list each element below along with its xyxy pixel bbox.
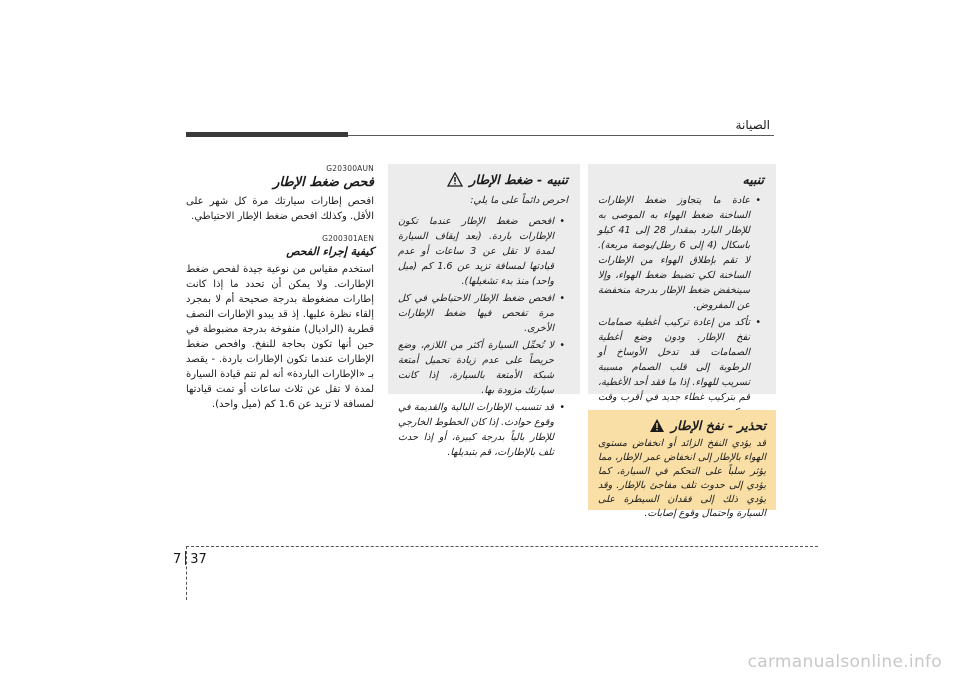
caution-tire-pressure-box bbox=[388, 164, 580, 458]
caution-tire-pressure-title bbox=[398, 172, 568, 187]
list-item: • عادة ما يتجاوز ضغط الإطارات الساخنة ضغط الهواء به الموصى به للإطار البارد بمقدار 28 إلى 41 كيلو باسكال (4 إلى 6 رطل/بوصة مربعة). لا تقم بإطلاق الهواء من الإطارات الساخنة لكي تضبط ضغط الهواء، وإلا سينخفض ضغط الإطار بدرجة منخفضة عن المفروض. bbox=[598, 193, 750, 313]
subsection-title: كيفية إجراء الفحص bbox=[286, 245, 374, 258]
header-title: الصيانة bbox=[735, 118, 770, 132]
warning-title-text: تحذير - نفخ الإطار bbox=[671, 418, 766, 433]
footer-divider bbox=[186, 546, 818, 547]
page-number-separator bbox=[185, 551, 186, 565]
main-column bbox=[186, 164, 374, 422]
caution-list bbox=[598, 193, 764, 420]
warning-tire-inflation-box bbox=[588, 410, 776, 519]
watermark: carmanualsonline.info bbox=[747, 652, 942, 672]
list-item: • تأكد من إعادة تركيب أغطية صمامات نفخ الإطار. ودون وضع أغطية الصمامات قد تدخل الأوساخ أو الرطوبة إلى قلب الصمام مسببة تسريب للهواء. إذا ما فقد أحد الأغطية، قم بتركيب غطاء جديد في أقرب وقت bbox=[598, 315, 750, 420]
list-item: • قد تتسبب الإطارات البالية والقديمة في وقوع حوادث. إذا كان الخطوط الخارجي للإطار بالياً بدرجة كبيرة، أو إذا حدث تلف بالإطارات، قم بتبديلها. bbox=[398, 400, 554, 460]
list-item: • لا تُحمِّل السيارة أكثر من اللازم، وضع حريصاً على عدم زيادة تحميل أمتعة شبكة الأمتعة بالسيارة، إذا كانت سيارتك مزودة بها. bbox=[398, 338, 554, 398]
warning-triangle-icon bbox=[447, 172, 463, 187]
list-item: • افحص ضغط الإطار عندما تكون الإطارات باردة. (بعد إيقاف السيارة لمدة لا تقل عن 3 ساعات أو عدم قيادتها لمسافة تزيد عن 1.6 كم (ميل واحد) منذ بدء تشغيلها). bbox=[398, 214, 554, 289]
section-title: فحص ضغط الإطار bbox=[273, 175, 374, 190]
caution-intro: احرص دائماً على ما يلي: bbox=[470, 195, 568, 206]
caution-title-text: تنبيه bbox=[742, 172, 764, 187]
chapter-number: 7 bbox=[173, 552, 182, 567]
intro-paragraph: افحص إطارات سيارتك مرة كل شهر على الأقل. وكذلك افحص ضغط الإطار الاحتياطي. bbox=[186, 196, 374, 222]
caution-title bbox=[598, 172, 764, 187]
caution-tire-pressure-list bbox=[398, 214, 568, 460]
list-item: • افحص ضغط الإطار الاحتياطي في كل مرة تفحص فيها ضغط الإطارات الأخرى. bbox=[398, 291, 554, 336]
page-number bbox=[173, 551, 207, 567]
header-rule bbox=[348, 135, 774, 136]
check-paragraph: استخدم مقياس من نوعية جيدة لفحص ضغط الإطارات. ولا يمكن أن تحدد ما إذا كانت إطارات مضغوطة بدرجة صحيحة أم لا بمجرد إلقاء نظرة عليها. إذ قد يبدو الإطارات النصف قطرية (الراديال) منفوخة بدرجة مضبوطة في حين أنها تكون بحاجة للنفخ. وافحص ضغط الإطارات عندما تكون الإطارات باردة. - يقصد بـ «الإطارات الباردة» أنه لم تتم قيادة السيارة لمدة لا تقل عن ثلاث ساعات أو تمت قيادتها لمسافة لا تزيد عن 1.6 كم (ميل واحد). bbox=[186, 264, 374, 410]
warning-title bbox=[598, 418, 766, 433]
page-number-value: 37 bbox=[190, 552, 207, 567]
caution-box bbox=[588, 164, 776, 403]
warning-triangle-icon bbox=[649, 418, 665, 433]
subsection-code: G200301AEN bbox=[322, 234, 374, 243]
caution-tire-pressure-title-text: تنبيه - ضغط الإطار bbox=[469, 172, 568, 187]
warning-text: قد يؤدي النفخ الزائد أو انخفاض مستوى الهواء بالإطار إلى انخفاض عمر الإطار، مما يؤثر سلباً على التحكم في السيارة، كما يؤدي إلى حدوث تلف مفاجئ بالإطار. وقد يؤدي ذلك إلى فقدان السيطرة على السيارة واحتمال وقوع إصابات. bbox=[598, 438, 766, 519]
header-bar bbox=[186, 132, 348, 137]
section-code: G20300AUN bbox=[326, 164, 374, 173]
